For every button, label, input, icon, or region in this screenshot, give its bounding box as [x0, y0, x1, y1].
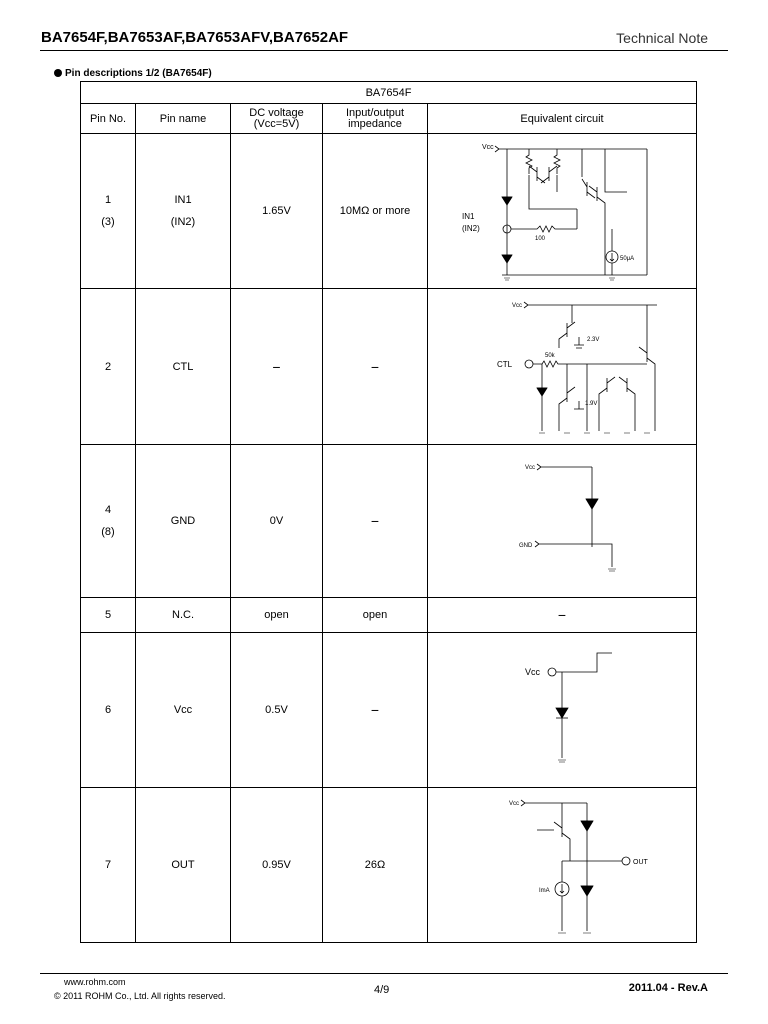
gnd-label: GND — [519, 542, 533, 549]
revision-label: 2011.04 - Rev.A — [628, 982, 708, 994]
table-row — [81, 289, 697, 445]
in1-circuit-diagram — [457, 137, 667, 285]
table-row — [81, 134, 697, 289]
equivalent-circuit — [428, 788, 697, 943]
document-title: BA7654F,BA7653AF,BA7653AFV,BA7652AF — [41, 29, 349, 46]
table-row — [81, 598, 697, 633]
dc-voltage: open — [231, 598, 323, 633]
col-pin-name: Pin name — [136, 104, 231, 134]
pin-number: 4 (8) — [81, 445, 136, 598]
pin-name: CTL — [136, 289, 231, 445]
table-part-row — [81, 82, 697, 104]
impedance: − — [323, 445, 428, 598]
col-impedance: Input/output impedance — [323, 104, 428, 134]
document-type: Technical Note — [616, 30, 708, 46]
vcc-label: Vcc — [525, 666, 541, 677]
dc-voltage: 0.5V — [231, 633, 323, 788]
vcc-label: Vcc — [525, 464, 536, 471]
out-circuit-diagram — [457, 791, 667, 939]
in1-label: IN1 — [462, 212, 475, 221]
pin-name: IN1 (IN2) — [136, 134, 231, 289]
impedance: − — [323, 633, 428, 788]
in2-label: (IN2) — [462, 224, 480, 233]
section-heading: Pin descriptions 1/2 (BA7654F) — [54, 68, 212, 79]
current-source-label: 50μA — [620, 256, 635, 262]
current-source-label: ImA — [539, 888, 550, 894]
col-pin-no: Pin No. — [81, 104, 136, 134]
vcc-label: Vcc — [509, 801, 520, 807]
equivalent-circuit: − — [428, 598, 697, 633]
equivalent-circuit — [428, 134, 697, 289]
impedance: − — [323, 289, 428, 445]
table-row — [81, 445, 697, 598]
pin-number: 6 — [81, 633, 136, 788]
out-label: OUT — [633, 859, 648, 866]
pin-name: OUT — [136, 788, 231, 943]
header-divider — [40, 50, 728, 51]
resistor-100-label: 100 — [535, 236, 546, 242]
impedance: 10MΩ or more — [323, 134, 428, 289]
part-number: BA7654F — [81, 82, 697, 104]
dc-voltage: − — [231, 289, 323, 445]
voltage-2v3-label: 2.3V — [587, 336, 600, 343]
pin-description-table — [80, 81, 697, 943]
table-header-row — [81, 104, 697, 134]
resistor-50k-label: 50k — [545, 352, 555, 359]
pin-name: N.C. — [136, 598, 231, 633]
page-number: 4/9 — [374, 984, 390, 996]
ctl-label: CTL — [497, 359, 513, 369]
col-equivalent-circuit: Equivalent circuit — [428, 104, 697, 134]
dc-voltage: 0V — [231, 445, 323, 598]
col-dc-voltage: DC voltage (Vcc=5V) — [231, 104, 323, 134]
dc-voltage: 0.95V — [231, 788, 323, 943]
pin-number: 1 (3) — [81, 134, 136, 289]
gnd-circuit-diagram — [457, 449, 667, 594]
equivalent-circuit — [428, 445, 697, 598]
footer-url[interactable]: www.rohm.com — [64, 977, 126, 987]
pin-name: Vcc — [136, 633, 231, 788]
footer-divider — [40, 973, 728, 974]
table-row — [81, 788, 697, 943]
equivalent-circuit — [428, 289, 697, 445]
vcc-label: Vcc — [512, 302, 523, 309]
voltage-1v9-label: 1.9V — [585, 400, 598, 407]
footer-copyright: © 2011 ROHM Co., Ltd. All rights reserved. — [54, 991, 226, 1001]
bullet-icon — [54, 69, 62, 77]
equivalent-circuit — [428, 633, 697, 788]
impedance: 26Ω — [323, 788, 428, 943]
pin-number: 2 — [81, 289, 136, 445]
table-row — [81, 633, 697, 788]
vcc-label: Vcc — [482, 144, 494, 151]
ctl-circuit-diagram — [457, 293, 667, 441]
pin-name: GND — [136, 445, 231, 598]
pin-number: 7 — [81, 788, 136, 943]
dc-voltage: 1.65V — [231, 134, 323, 289]
impedance: open — [323, 598, 428, 633]
vcc-circuit-diagram — [457, 638, 667, 783]
pin-number: 5 — [81, 598, 136, 633]
